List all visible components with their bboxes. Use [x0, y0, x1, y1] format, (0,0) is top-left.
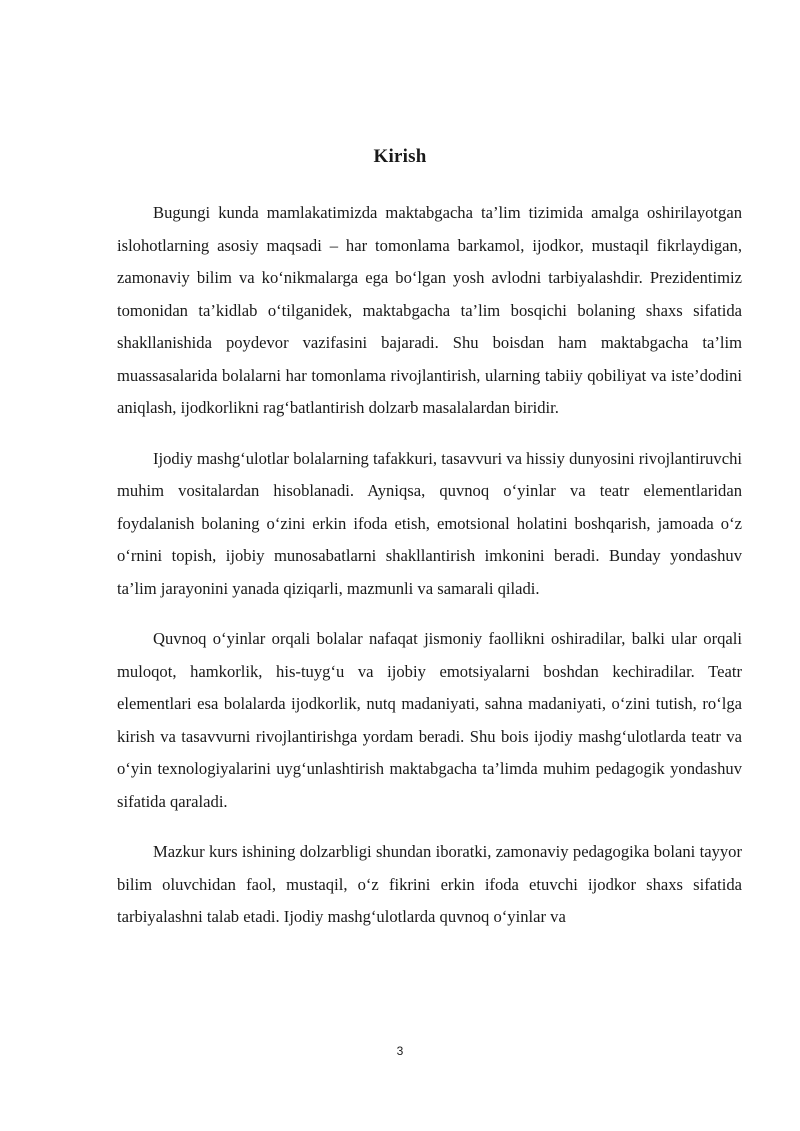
paragraph: Bugungi kunda mamlakatimizda maktabgacha ta’lim tizimida amalga oshirilayotgan islohotlarning asosiy maqsadi – har tomonlama barkamol, ijodkor, mustaqil fikrlaydigan, zamonaviy bilim va ko‘nikmalarga ega bo‘lgan yosh avlodni tarbiyalashdir. Prezidentimiz tomonidan ta’kidlab o‘tilganidek, maktabgacha ta’lim bosqichi bolaning shaxs sifatida shakllanishida poydevor vazifasini bajaradi. Shu boisdan ham maktabgacha ta’lim muassasalarida bolalarni har tomonlama rivojlantirish, ularning tabiiy qobiliyat va iste’dodini aniqlash, ijodkorlikni rag‘batlantirish dolzarb masalalardan biridir.	[117, 203, 742, 417]
paragraph: Mazkur kurs ishining dolzarbligi shundan iboratki, zamonaviy pedagogika bolani tayyor bilim oluvchidan faol, mustaqil, o‘z fikrini erkin ifoda etuvchi ijodkor shaxs sifatida tarbiyalashni talab etadi. Ijodiy mashg‘ulotlarda quvnoq o‘yinlar va	[117, 842, 742, 926]
paragraph: Quvnoq o‘yinlar orqali bolalar nafaqat jismoniy faollikni oshiradilar, balki ular orqali muloqot, hamkorlik, his-tuyg‘u va ijobiy emotsiyalarni boshdan kechiradilar. Teatr elementlari esa bolalarda ijodkorlik, nutq madaniyati, sahna madaniyati, o‘zini tutish, ro‘lga kirish va tasavvurni rivojlantirishga yordam beradi. Shu bois ijodiy mashg‘ulotlarda teatr va o‘yin texnologiyalarini uyg‘unlashtirish maktabgacha ta’limda muhim pedagogik yondashuv sifatida qaraladi.	[117, 629, 742, 811]
paragraph: Ijodiy mashg‘ulotlar bolalarning tafakkuri, tasavvuri va hissiy dunyosini rivojlantiruvchi muhim vositalardan hisoblanadi. Ayniqsa, quvnoq o‘yinlar va teatr elementlaridan foydalanish bolaning o‘zini erkin ifoda etish, emotsional holatini boshqarish, jamoada o‘z o‘rnini topish, ijobiy munosabatlarni shakllantirish imkonini beradi. Bunday yondashuv ta’lim jarayonini yanada qiziqarli, mazmunli va samarali qiladi.	[117, 448, 742, 598]
body-text	[117, 197, 742, 952]
page-number: 3	[396, 1044, 404, 1058]
section-title: Kirish	[373, 146, 427, 167]
